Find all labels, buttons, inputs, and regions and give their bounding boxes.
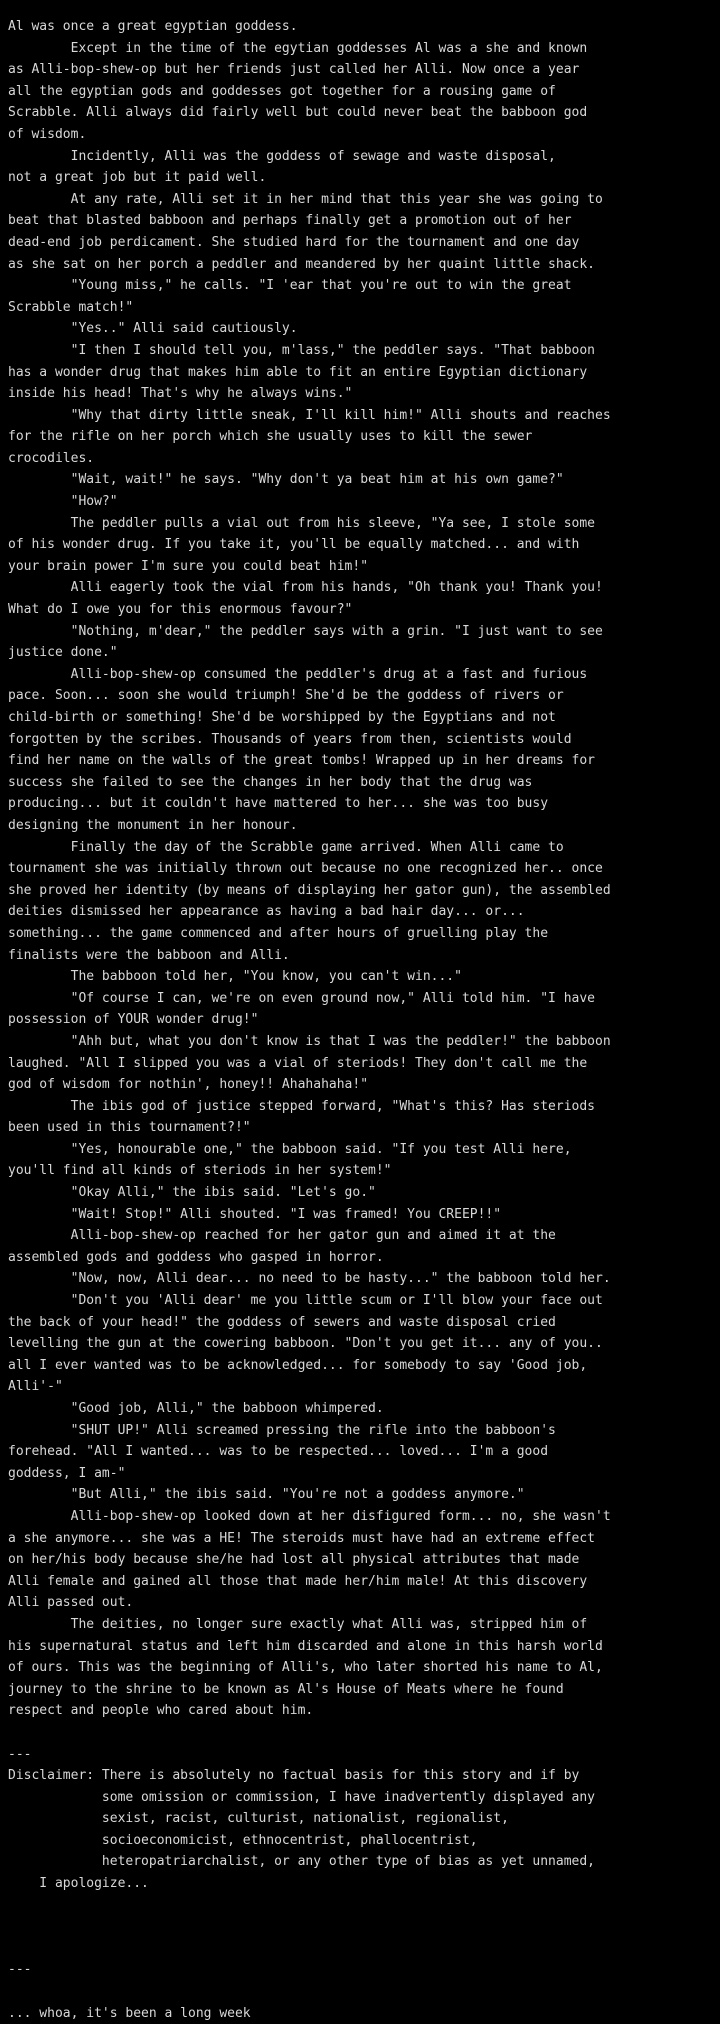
text-line: goddess, I am-"	[8, 1465, 126, 1481]
text-line: "Now, now, Alli dear... no need to be hasty..." the babboon told her.	[8, 1271, 611, 1287]
text-line: "How?"	[8, 494, 118, 510]
text-line: crocodiles.	[8, 450, 95, 466]
text-line: Al was once a great egyptian goddess.	[8, 19, 298, 34]
text-line: ---	[8, 1962, 32, 1978]
text-line: on her/his body because she/he had lost all physical attributes that made	[8, 1552, 580, 1568]
text-line: "Why that dirty little sneak, I'll kill him!" Alli shouts and reaches	[8, 407, 611, 423]
text-line: The ibis god of justice stepped forward, "What's this? Has steriods	[8, 1098, 595, 1114]
text-line: deities dismissed her appearance as having a bad hair day... or...	[8, 904, 525, 920]
text-line: of wisdom.	[8, 126, 87, 142]
text-line: The babboon told her, "You know, you can't win..."	[8, 969, 462, 985]
story-text	[8, 16, 712, 2024]
text-line: dead-end job perdicament. She studied hard for the tournament and one day	[8, 234, 580, 250]
text-line: for the rifle on her porch which she usually uses to kill the sewer	[8, 429, 533, 445]
text-line: some omission or commission, I have inadvertently displayed any	[8, 1789, 595, 1805]
text-line: At any rate, Alli set it in her mind that this year she was going to	[8, 191, 603, 207]
text-line: Finally the day of the Scrabble game arrived. When Alli came to	[8, 839, 564, 855]
text-line: producing... but it couldn't have mattered to her... she was too busy	[8, 796, 549, 812]
text-line: Alli passed out.	[8, 1595, 134, 1611]
text-line: not a great job but it paid well.	[8, 170, 267, 186]
text-line: justice done."	[8, 645, 118, 661]
text-line: possession of YOUR wonder drug!"	[8, 1012, 259, 1028]
text-line: forehead. "All I wanted... was to be respected... loved... I'm a good	[8, 1444, 549, 1460]
text-line: Disclaimer: There is absolutely no factual basis for this story and if by	[8, 1768, 580, 1784]
text-line: heteropatriarchalist, or any other type of bias as yet unnamed,	[8, 1854, 595, 1870]
text-line: as she sat on her porch a peddler and meandered by her quaint little shack.	[8, 256, 595, 272]
text-line: find her name on the walls of the great tombs! Wrapped up in her dreams for	[8, 753, 595, 769]
text-line: journey to the shrine to be known as Al's House of Meats where he found	[8, 1681, 564, 1697]
text-line: Alli'-"	[8, 1379, 63, 1395]
text-line: been used in this tournament?!"	[8, 1120, 251, 1136]
text-line: Except in the time of the egytian goddesses Al was a she and known	[8, 40, 588, 56]
text-line: "Wait, wait!" he says. "Why don't ya beat him at his own game?"	[8, 472, 564, 488]
text-line: "Yes, honourable one," the babboon said. "If you test Alli here,	[8, 1141, 572, 1157]
text-line: tournament she was initially thrown out because no one recognized her.. once	[8, 861, 603, 877]
text-line: socioeconomicist, ethnocentrist, phallocentrist,	[8, 1832, 478, 1848]
text-line: all I ever wanted was to be acknowledged... for somebody to say 'Good job,	[8, 1357, 588, 1373]
text-line: "Nothing, m'dear," the peddler says with a grin. "I just want to see	[8, 623, 603, 639]
text-line: levelling the gun at the cowering babboon. "Don't you get it... any of you..	[8, 1336, 603, 1352]
text-line: Scrabble. Alli always did fairly well but could never beat the babboon god	[8, 105, 588, 121]
text-line: "I then I should tell you, m'lass," the peddler says. "That babboon	[8, 342, 595, 358]
text-line: Alli-bop-shew-op reached for her gator gun and aimed it at the	[8, 1228, 556, 1244]
text-line: "Don't you 'Alli dear' me you little scum or I'll blow your face out	[8, 1293, 603, 1309]
text-line: designing the monument in her honour.	[8, 817, 298, 833]
text-line: Alli female and gained all those that made her/him male! At this discovery	[8, 1573, 588, 1589]
text-line: "Wait! Stop!" Alli shouted. "I was framed! You CREEP!!"	[8, 1206, 502, 1222]
text-line: beat that blasted babboon and perhaps finally get a promotion out of her	[8, 213, 572, 229]
text-line: laughed. "All I slipped you was a vial of steriods! They don't call me the	[8, 1055, 588, 1071]
text-line: Incidently, Alli was the goddess of sewage and waste disposal,	[8, 148, 556, 164]
text-line: ... whoa, it's been a long week	[8, 2005, 251, 2021]
text-line: assembled gods and goddess who gasped in horror.	[8, 1249, 384, 1265]
text-line: finalists were the babboon and Alli.	[8, 947, 290, 963]
text-line: The deities, no longer sure exactly what Alli was, stripped him of	[8, 1616, 588, 1632]
text-line: The peddler pulls a vial out from his sleeve, "Ya see, I stole some	[8, 515, 595, 531]
text-line: of ours. This was the beginning of Alli's, who later shorted his name to Al,	[8, 1660, 603, 1676]
text-line: Alli-bop-shew-op looked down at her disfigured form... no, she wasn't	[8, 1508, 611, 1524]
text-line: success she failed to see the changes in her body that the drug was	[8, 774, 533, 790]
text-line: a she anymore... she was a HE! The steroids must have had an extreme effect	[8, 1530, 595, 1546]
text-line: ---	[8, 1746, 32, 1762]
text-line: something... the game commenced and after hours of gruelling play the	[8, 925, 549, 941]
text-line: inside his head! That's why he always wins."	[8, 386, 353, 402]
text-line: god of wisdom for nothin', honey!! Ahahahaha!"	[8, 1077, 369, 1093]
text-line: "Ahh but, what you don't know is that I was the peddler!" the babboon	[8, 1033, 611, 1049]
text-line: his supernatural status and left him discarded and alone in this harsh world	[8, 1638, 603, 1654]
text-line: respect and people who cared about him.	[8, 1703, 314, 1719]
text-line: "But Alli," the ibis said. "You're not a goddess anymore."	[8, 1487, 525, 1503]
text-line: pace. Soon... soon she would triumph! She'd be the goddess of rivers or	[8, 688, 564, 704]
text-line: "Yes.." Alli said cautiously.	[8, 321, 298, 337]
text-line: forgotten by the scribes. Thousands of years from then, scientists would	[8, 731, 572, 747]
text-line: sexist, racist, culturist, nationalist, regionalist,	[8, 1811, 509, 1827]
text-line: I apologize...	[8, 1876, 149, 1892]
text-line: has a wonder drug that makes him able to fit an entire Egyptian dictionary	[8, 364, 588, 380]
text-line: the back of your head!" the goddess of sewers and waste disposal cried	[8, 1314, 556, 1330]
text-line: as Alli-bop-shew-op but her friends just called her Alli. Now once a year	[8, 62, 580, 78]
text-line: "Young miss," he calls. "I 'ear that you're out to win the great	[8, 278, 572, 294]
text-line: your brain power I'm sure you could beat him!"	[8, 558, 369, 574]
text-line: child-birth or something! She'd be worshipped by the Egyptians and not	[8, 710, 556, 725]
text-line: you'll find all kinds of steriods in her system!"	[8, 1163, 392, 1179]
text-line: "SHUT UP!" Alli screamed pressing the rifle into the babboon's	[8, 1422, 556, 1438]
text-line: Alli-bop-shew-op consumed the peddler's drug at a fast and furious	[8, 666, 588, 682]
text-line: Scrabble match!"	[8, 299, 134, 315]
text-line: "Okay Alli," the ibis said. "Let's go."	[8, 1185, 376, 1201]
text-line: "Of course I can, we're on even ground now," Alli told him. "I have	[8, 990, 595, 1006]
text-line: What do I owe you for this enormous favour?"	[8, 602, 353, 618]
text-line: of his wonder drug. If you take it, you'll be equally matched... and with	[8, 537, 580, 553]
text-line: she proved her identity (by means of displaying her gator gun), the assembled	[8, 882, 611, 898]
text-line: all the egyptian gods and goddesses got together for a rousing game of	[8, 83, 556, 99]
text-line: Alli eagerly took the vial from his hands, "Oh thank you! Thank you!	[8, 580, 603, 596]
text-line: "Good job, Alli," the babboon whimpered.	[8, 1401, 384, 1416]
